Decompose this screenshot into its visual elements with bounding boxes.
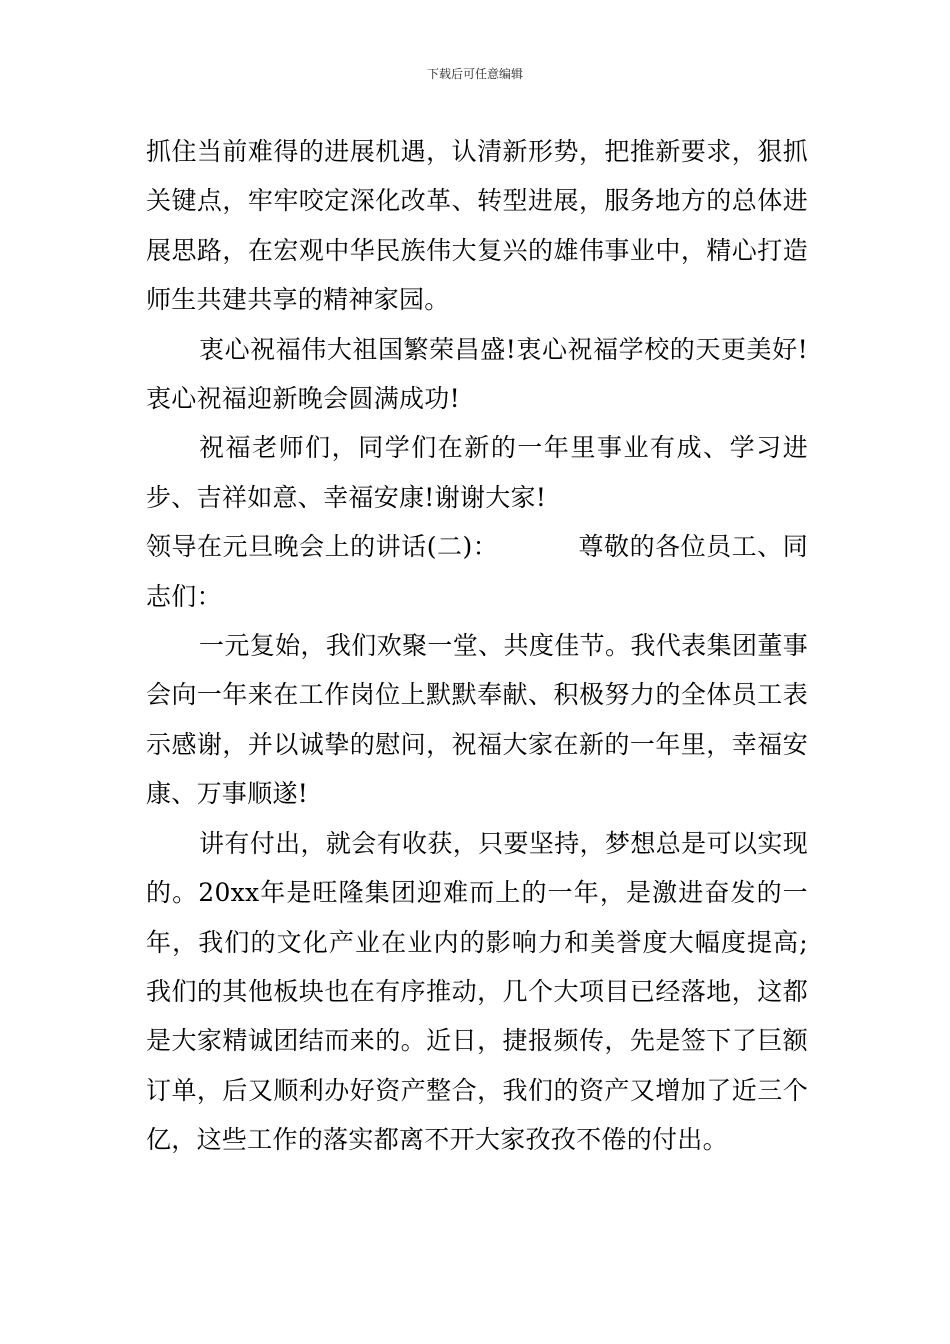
speech-title: 领导在元旦晚会上的讲话(二)： <box>146 532 499 562</box>
paragraph-6: 讲有付出，就会有收获，只要坚持，梦想总是可以实现的。20xx年是旺隆集团迎难而上的一年，是激进奋发的一年，我们的文化产业在业内的影响力和美誉度大幅度提高;我们的其他板块也在有序推动，几个大项目已经落地，这都是大家精诚团结而来的。近日，捷报频传，先是签下了巨额订单，后又顺利办好资产整合，我们的资产又增加了近三个亿，这些工作的落实都离不开大家孜孜不倦的付出。 <box>146 828 808 1155</box>
page-header: 下载后可任意编辑 <box>426 67 523 81</box>
paragraph-4 <box>146 522 808 621</box>
speech-greeting: 尊敬的各位员工、同志们： <box>146 532 808 611</box>
document-body <box>146 127 808 1165</box>
paragraph-3: 祝福老师们，同学们在新的一年里事业有成、学习进步、吉祥如意、幸福安康!谢谢大家! <box>146 433 808 512</box>
paragraph-5: 一元复始，我们欢聚一堂、共度佳节。我代表集团董事会向一年来在工作岗位上默默奉献、积极努力的全体员工表示感谢，并以诚挚的慰问，祝福大家在新的一年里，幸福安康、万事顺遂! <box>146 631 808 809</box>
paragraph-2: 衷心祝福伟大祖国繁荣昌盛!衷心祝福学校的天更美好!衷心祝福迎新晚会圆满成功! <box>146 334 808 414</box>
paragraph-1: 抓住当前难得的进展机遇，认清新形势，把推新要求，狠抓关键点，牢牢咬定深化改革、转型进展，服务地方的总体进展思路，在宏观中华民族伟大复兴的雄伟事业中，精心打造师生共建共享的精神家园。 <box>146 137 808 315</box>
